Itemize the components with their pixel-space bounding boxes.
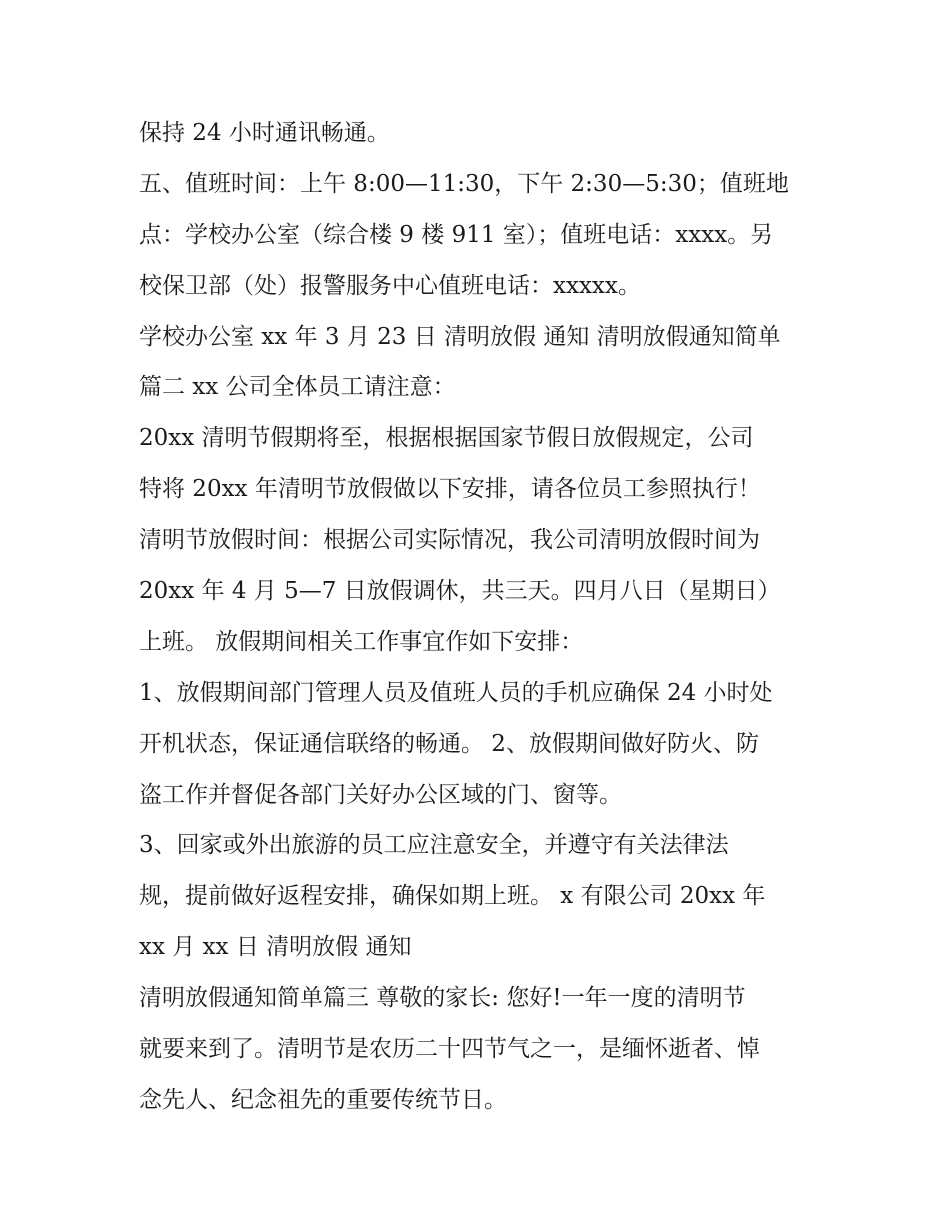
text-line: 就要来到了。清明节是农历二十四节气之一，是缅怀逝者、悼 [139,1036,760,1063]
text-line: 清明放假通知简单篇三 尊敬的家长: 您好!一年一度的清明节 [139,985,746,1012]
text-line: 校保卫部（处）报警服务中心值班电话：xxxxx。 [139,272,641,299]
text-line: 点：学校办公室（综合楼 9 楼 911 室）；值班电话：xxxx。另 [139,221,774,248]
text-line: 盗工作并督促各部门关好办公区域的门、窗等。 [139,781,622,808]
text-line: 规，提前做好返程安排，确保如期上班。 x 有限公司 20xx 年 [139,883,766,910]
text-line: 3、回家或外出旅游的员工应注意安全，并遵守有关法律法 [139,832,729,859]
text-line: 1、放假期间部门管理人员及值班人员的手机应确保 24 小时处 [139,679,773,706]
text-line: 上班。 放假期间相关工作事宜作如下安排： [139,628,584,655]
document-body [139,108,819,1126]
text-line: 学校办公室 xx 年 3 月 23 日 清明放假 通知 清明放假通知简单 [139,323,781,350]
text-line: 清明节放假时间：根据公司实际情况，我公司清明放假时间为 [139,527,760,554]
text-line: 保持 24 小时通讯畅通。 [139,120,390,146]
text-line: 篇二 xx 公司全体员工请注意： [139,374,456,401]
text-line: 念先人、纪念祖先的重要传统节日。 [139,1086,507,1113]
text-line: xx 月 xx 日 清明放假 通知 [139,934,412,961]
text-line: 20xx 清明节假期将至，根据根据国家节假日放假规定，公司 [139,425,754,452]
text-line: 20xx 年 4 月 5—7 日放假调休，共三天。四月八日（星期日） [139,578,781,605]
text-line: 五、值班时间：上午 8:00—11:30，下午 2:30—5:30；值班地 [139,170,789,197]
text-line: 特将 20xx 年清明节放假做以下安排，请各位员工参照执行！ [139,476,761,503]
text-line: 开机状态，保证通信联络的畅通。 2、放假期间做好防火、防 [139,730,759,757]
